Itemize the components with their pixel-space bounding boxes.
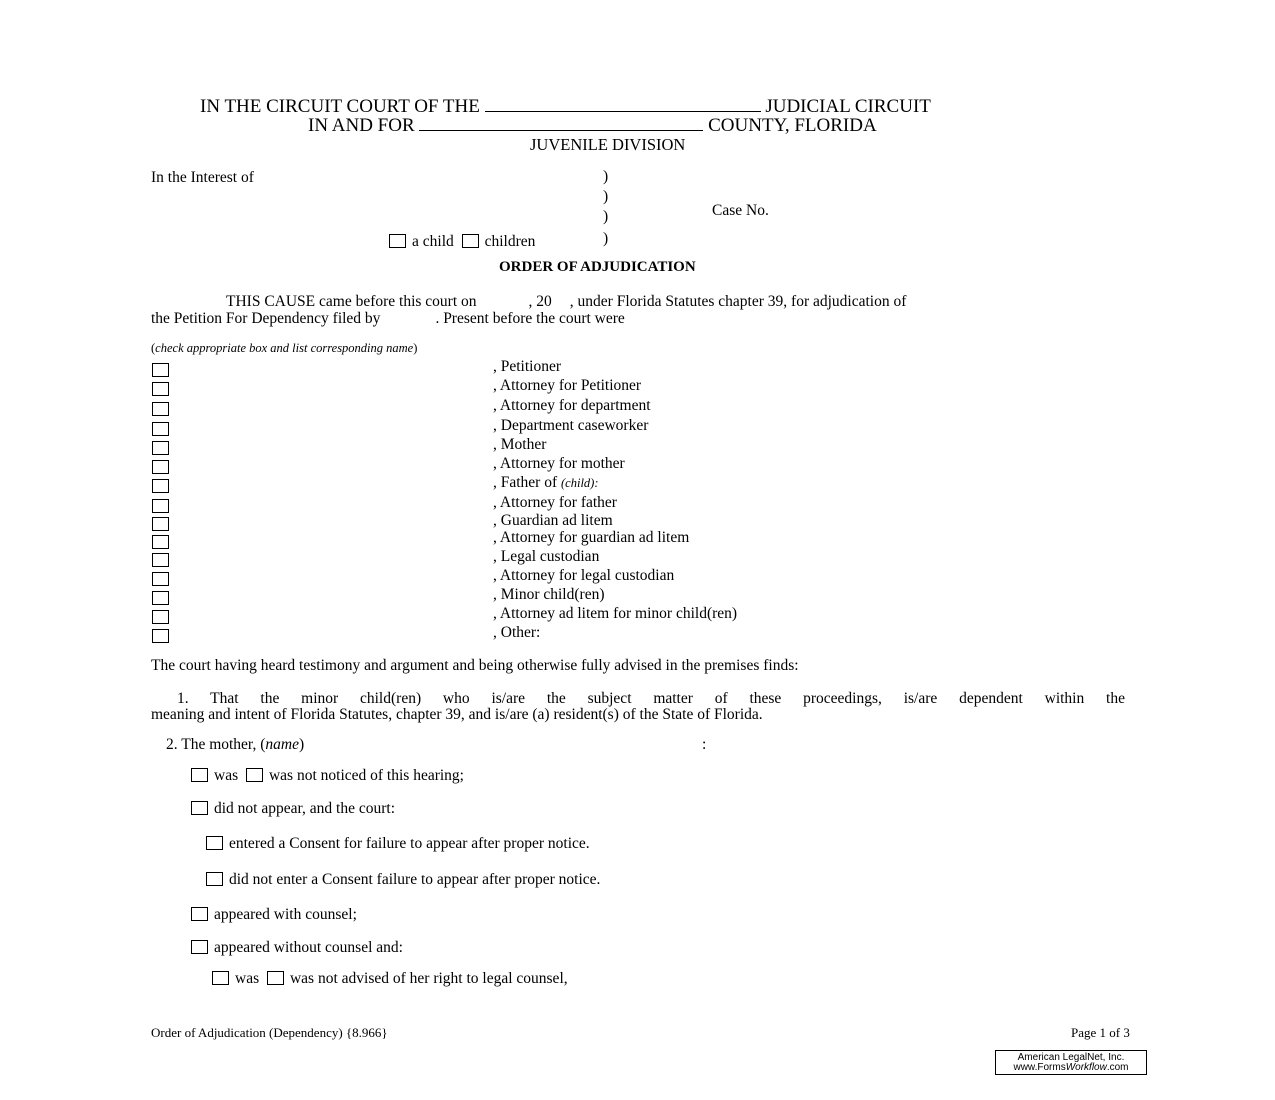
header-line-2-prefix: IN AND FOR bbox=[308, 115, 415, 136]
party-checkbox[interactable] bbox=[152, 535, 169, 549]
party-label: , Guardian ad litem bbox=[493, 512, 613, 529]
party-label: , Mother bbox=[493, 436, 547, 453]
party-label: , Attorney for legal custodian bbox=[493, 567, 675, 584]
caption-paren: ) bbox=[603, 208, 609, 225]
party-label: , Other: bbox=[493, 624, 541, 641]
party-note: (child): bbox=[561, 476, 599, 490]
caption-paren: ) bbox=[603, 168, 609, 185]
findings-intro: The court having heard testimony and argument and being otherwise fully advised in the premises finds: bbox=[151, 657, 799, 674]
judicial-circuit-blank[interactable] bbox=[485, 97, 761, 112]
appeared-with-counsel-checkbox[interactable] bbox=[191, 907, 208, 921]
did-not-appear-row bbox=[191, 800, 395, 818]
party-label: , Attorney for mother bbox=[493, 455, 625, 472]
did-not-enter-consent-row bbox=[206, 871, 600, 889]
appeared-without-counsel-checkbox[interactable] bbox=[191, 940, 208, 954]
children-label: children bbox=[484, 233, 536, 250]
was-not-noticed-checkbox[interactable] bbox=[246, 768, 263, 782]
party-checkbox[interactable] bbox=[152, 382, 169, 396]
party-label: , Department caseworker bbox=[493, 417, 649, 434]
was-not-advised-checkbox[interactable] bbox=[267, 971, 284, 985]
did-not-appear-label: did not appear, and the court: bbox=[214, 800, 396, 817]
party-label: , Petitioner bbox=[493, 358, 562, 375]
intro-text-c: , under Florida Statutes chapter 39, for adjudication of bbox=[569, 293, 907, 310]
interest-of-label: In the Interest of bbox=[151, 169, 254, 186]
case-number-label: Case No. bbox=[712, 202, 769, 219]
finding-1-line-2: meaning and intent of Florida Statutes, chapter 39, and is/are (a) resident(s) of the State of Florida. bbox=[151, 706, 763, 723]
finding-2-colon: : bbox=[702, 736, 707, 753]
intro-text-b: , 20 bbox=[528, 293, 552, 310]
child-options bbox=[389, 233, 535, 251]
header-line-1-suffix: JUDICIAL CIRCUIT bbox=[765, 96, 931, 117]
party-checkbox[interactable] bbox=[152, 629, 169, 643]
publisher-url bbox=[996, 1063, 1146, 1073]
entered-consent-checkbox[interactable] bbox=[206, 836, 223, 850]
party-checkbox[interactable] bbox=[152, 553, 169, 567]
notice-options bbox=[191, 767, 464, 785]
was-noticed-label: was bbox=[214, 767, 239, 784]
publisher-url-a: www.Forms bbox=[1013, 1062, 1066, 1073]
did-not-enter-consent-label: did not enter a Consent failure to appear after proper notice. bbox=[229, 871, 601, 888]
party-checkbox[interactable] bbox=[152, 591, 169, 605]
party-label: , Attorney for Petitioner bbox=[493, 377, 642, 394]
did-not-appear-checkbox[interactable] bbox=[191, 801, 208, 815]
party-checkbox[interactable] bbox=[152, 441, 169, 455]
header-line-2 bbox=[308, 115, 877, 137]
party-label: , Father of bbox=[493, 474, 562, 491]
party-label: , Attorney for father bbox=[493, 494, 617, 511]
was-noticed-checkbox[interactable] bbox=[191, 768, 208, 782]
check-instruction bbox=[151, 341, 417, 356]
finding-2-prefix: 2. The mother, ( bbox=[166, 736, 266, 753]
caption-paren: ) bbox=[603, 230, 609, 247]
finding-2 bbox=[166, 736, 304, 754]
a-child-checkbox[interactable] bbox=[389, 234, 406, 248]
publisher-url-c: .com bbox=[1106, 1062, 1129, 1073]
appeared-without-counsel-row bbox=[191, 939, 403, 957]
division-label: JUVENILE DIVISION bbox=[530, 135, 686, 154]
intro-line-1 bbox=[226, 293, 906, 311]
party-label: , Attorney for department bbox=[493, 397, 651, 414]
was-advised-checkbox[interactable] bbox=[212, 971, 229, 985]
party-checkbox[interactable] bbox=[152, 517, 169, 531]
party-label: , Attorney ad litem for minor child(ren) bbox=[493, 605, 738, 622]
advised-options bbox=[212, 970, 568, 988]
party-label: , Attorney for guardian ad litem bbox=[493, 529, 690, 546]
party-label: , Minor child(ren) bbox=[493, 586, 605, 603]
appeared-with-counsel-label: appeared with counsel; bbox=[214, 906, 357, 923]
publisher-name: American LegalNet, Inc. bbox=[1017, 1052, 1125, 1063]
appeared-with-counsel-row bbox=[191, 906, 357, 924]
party-label: , Legal custodian bbox=[493, 548, 600, 565]
children-checkbox[interactable] bbox=[462, 234, 479, 248]
was-advised-label: was bbox=[235, 970, 260, 987]
order-title: ORDER OF ADJUDICATION bbox=[499, 259, 696, 275]
intro-text-a: THIS CAUSE came before this court on bbox=[226, 293, 477, 310]
a-child-label: a child bbox=[412, 233, 454, 250]
appeared-without-counsel-label: appeared without counsel and: bbox=[214, 939, 403, 956]
header-line-2-suffix: COUNTY, FLORIDA bbox=[708, 115, 877, 136]
instruction-close: ) bbox=[413, 341, 418, 355]
page-number: Page 1 of 3 bbox=[1071, 1025, 1130, 1040]
instruction-open: ( bbox=[151, 341, 156, 355]
intro-text-d: the Petition For Dependency filed by bbox=[151, 310, 381, 327]
publisher-url-b: Workflow bbox=[1065, 1062, 1107, 1073]
intro-line-2 bbox=[151, 310, 625, 328]
entered-consent-row bbox=[206, 835, 590, 853]
party-checkbox[interactable] bbox=[152, 422, 169, 436]
publisher-logo bbox=[995, 1050, 1147, 1075]
instruction-text: check appropriate box and list corresponding name bbox=[155, 341, 414, 355]
finding-2-close: ) bbox=[298, 736, 305, 753]
finding-2-name-hint: name bbox=[265, 736, 299, 753]
party-checkbox[interactable] bbox=[152, 499, 169, 513]
party-checkbox[interactable] bbox=[152, 610, 169, 624]
header-line-1-prefix: IN THE CIRCUIT COURT OF THE bbox=[200, 96, 480, 117]
caption-paren: ) bbox=[603, 188, 609, 205]
party-checkbox[interactable] bbox=[152, 460, 169, 474]
finding-1-line-1: 1. That the minor child(ren) who is/are the subject matter of these proceedings, is/are dependent within the bbox=[177, 690, 1125, 707]
form-footer-title: Order of Adjudication (Dependency) {8.966} bbox=[151, 1025, 388, 1040]
party-father-row bbox=[493, 474, 599, 492]
party-checkbox[interactable] bbox=[152, 479, 169, 493]
party-checkbox[interactable] bbox=[152, 402, 169, 416]
did-not-enter-consent-checkbox[interactable] bbox=[206, 872, 223, 886]
was-not-noticed-label: was not noticed of this hearing; bbox=[268, 767, 464, 784]
intro-text-e: . Present before the court were bbox=[435, 310, 625, 327]
party-checkbox[interactable] bbox=[152, 572, 169, 586]
was-not-advised-label: was not advised of her right to legal counsel, bbox=[289, 970, 568, 987]
party-checkbox[interactable] bbox=[152, 363, 169, 377]
entered-consent-label: entered a Consent for failure to appear after proper notice. bbox=[229, 835, 590, 852]
county-blank[interactable] bbox=[419, 116, 703, 131]
